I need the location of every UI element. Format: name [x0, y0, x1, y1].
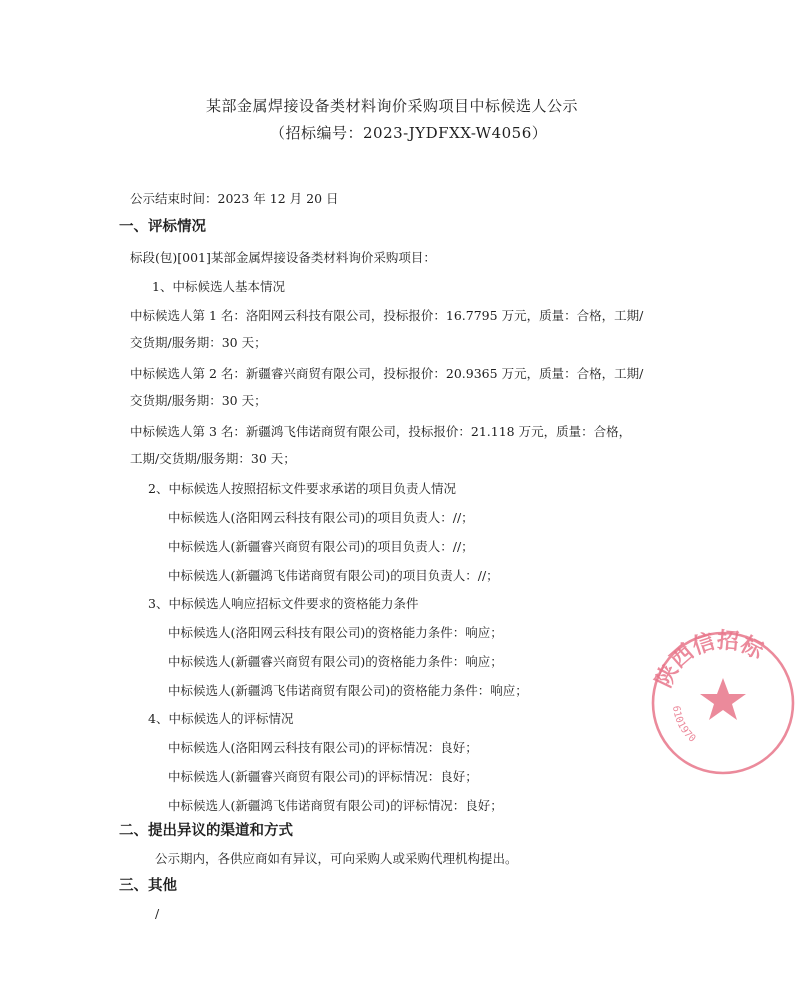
candidate-2-line-b: 交货期/服务期：30 天； — [130, 393, 267, 408]
candidate-3-line-b: 工期/交货期/服务期：30 天； — [130, 451, 296, 466]
evaluation-line-1: 中标候选人(洛阳网云科技有限公司)的评标情况：良好； — [168, 740, 478, 755]
manager-line-3: 中标候选人(新疆鸿飞伟诺商贸有限公司)的项目负责人：//； — [168, 568, 499, 583]
qualification-line-1: 中标候选人(洛阳网云科技有限公司)的资格能力条件：响应； — [168, 625, 503, 640]
subsection-3-heading: 3、中标候选人响应招标文件要求的资格能力条件 — [148, 596, 419, 611]
section-1-heading: 一、评标情况 — [119, 219, 206, 235]
tender-code: （招标编号：2023-JYDFXX-W4056） — [270, 124, 548, 142]
qualification-line-3: 中标候选人(新疆鸿飞伟诺商贸有限公司)的资格能力条件：响应； — [168, 683, 528, 698]
seal-number: 6101970 — [670, 705, 698, 745]
other-text: / — [155, 906, 160, 921]
seal-arc-text: 陕西信招标 — [651, 628, 768, 692]
candidate-3-line-a: 中标候选人第 3 名：新疆鸿飞伟诺商贸有限公司，投标报价：21.118 万元，质量：合格， — [130, 424, 632, 439]
qualification-line-2: 中标候选人(新疆睿兴商贸有限公司)的资格能力条件：响应； — [168, 654, 503, 669]
document-title: 某部金属焊接设备类材料询价采购项目中标候选人公示 — [206, 97, 579, 115]
company-seal-icon — [648, 628, 798, 778]
candidate-2-line-a: 中标候选人第 2 名：新疆睿兴商贸有限公司，投标报价：20.9365 万元，质量：合格，工期/ — [130, 366, 644, 381]
manager-line-1: 中标候选人(洛阳网云科技有限公司)的项目负责人：//； — [168, 510, 474, 525]
candidate-1-line-a: 中标候选人第 1 名：洛阳网云科技有限公司，投标报价：16.7795 万元，质量：合格，工期/ — [130, 308, 644, 323]
subsection-4-heading: 4、中标候选人的评标情况 — [148, 711, 294, 726]
evaluation-line-2: 中标候选人(新疆睿兴商贸有限公司)的评标情况：良好； — [168, 769, 478, 784]
objection-text: 公示期内，各供应商如有异议，可向采购人或采购代理机构提出。 — [155, 851, 518, 866]
seal-star-icon — [700, 678, 746, 720]
announcement-end-time: 公示结束时间：2023 年 12 月 20 日 — [130, 191, 339, 206]
section-2-heading: 二、提出异议的渠道和方式 — [119, 823, 293, 839]
section-3-heading: 三、其他 — [119, 878, 177, 894]
lot-line: 标段(包)[001]某部金属焊接设备类材料询价采购项目： — [130, 250, 436, 265]
evaluation-line-3: 中标候选人(新疆鸿飞伟诺商贸有限公司)的评标情况：良好； — [168, 798, 503, 813]
candidate-1-line-b: 交货期/服务期：30 天； — [130, 335, 267, 350]
manager-line-2: 中标候选人(新疆睿兴商贸有限公司)的项目负责人：//； — [168, 539, 474, 554]
subsection-2-heading: 2、中标候选人按照招标文件要求承诺的项目负责人情况 — [148, 481, 456, 496]
subsection-1-heading: 1、中标候选人基本情况 — [152, 279, 285, 294]
